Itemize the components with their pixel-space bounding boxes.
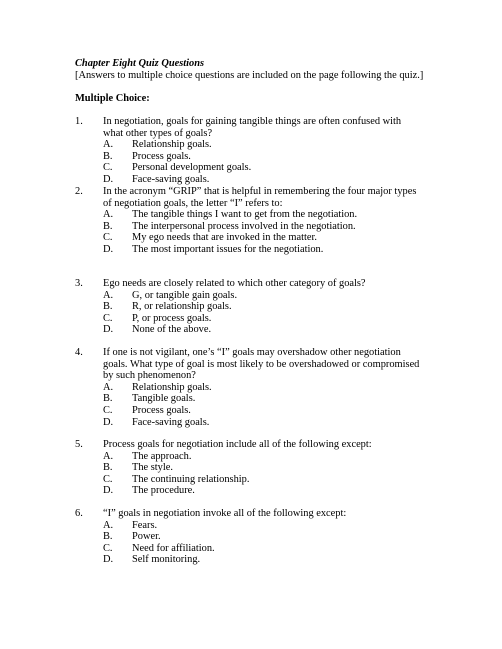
answer-option	[103, 485, 425, 497]
answer-option	[103, 209, 425, 221]
option-text: Relationship goals.	[132, 139, 212, 151]
option-text: My ego needs that are invoked in the matter.	[132, 232, 317, 244]
option-letter: A.	[103, 289, 114, 301]
answer-option	[103, 313, 425, 325]
answer-option	[103, 290, 425, 302]
option-letter: A.	[103, 381, 114, 393]
option-text: R, or relationship goals.	[132, 301, 232, 313]
answer-options	[103, 139, 425, 185]
answer-option	[103, 232, 425, 244]
option-letter: B.	[103, 393, 113, 405]
option-letter: D.	[103, 173, 114, 185]
answer-option	[103, 554, 425, 566]
answer-options	[103, 451, 425, 497]
option-text: None of the above.	[132, 324, 212, 336]
option-text: The approach.	[132, 450, 192, 462]
option-letter: D.	[103, 416, 114, 428]
option-text: G, or tangible gain goals.	[132, 289, 238, 301]
option-text: The procedure.	[132, 485, 195, 497]
answer-option	[103, 474, 425, 486]
option-text: Face-saving goals.	[132, 416, 210, 428]
question-text: Ego needs are closely related to which other category of goals?	[103, 278, 366, 289]
option-text: The tangible things I want to get from the negotiation.	[132, 209, 358, 221]
answer-option	[103, 162, 425, 174]
answer-option	[103, 462, 425, 474]
question-text: “I” goals in negotiation invoke all of the following except:	[103, 508, 347, 519]
option-letter: D.	[103, 554, 114, 566]
option-letter: D.	[103, 485, 114, 497]
option-letter: D.	[103, 324, 114, 336]
option-text: Relationship goals.	[132, 381, 212, 393]
option-text: The continuing relationship.	[132, 473, 250, 485]
option-text: Personal development goals.	[132, 162, 252, 174]
question-item	[75, 278, 425, 336]
question-text: If one is not vigilant, one’s “I” goals may overshadow other negotiation goals. What type of goal is most likely to be overshadowed or compromised by such phenomenon?	[103, 347, 420, 382]
option-text: The style.	[132, 462, 173, 474]
option-letter: B.	[103, 531, 113, 543]
option-text: The interpersonal process involved in the negotiation.	[132, 220, 356, 232]
option-letter: B.	[103, 150, 113, 162]
option-letter: A.	[103, 209, 114, 221]
answer-option	[103, 139, 425, 151]
answers-note: [Answers to multiple choice questions are included on the page following the quiz.]	[75, 70, 424, 81]
answer-option	[103, 405, 425, 417]
question-number: 2.	[75, 186, 83, 197]
option-letter: C.	[103, 542, 113, 554]
option-letter: C.	[103, 312, 113, 324]
question-text: In negotiation, goals for gaining tangible things are often confused with what other types of goals?	[103, 116, 402, 139]
option-letter: B.	[103, 220, 113, 232]
option-letter: B.	[103, 301, 113, 313]
option-letter: C.	[103, 404, 113, 416]
option-letter: A.	[103, 519, 114, 531]
option-letter: C.	[103, 162, 113, 174]
question-number: 1.	[75, 116, 83, 127]
answer-option	[103, 382, 425, 394]
option-text: Need for affiliation.	[132, 542, 215, 554]
option-text: Tangible goals.	[132, 393, 196, 405]
answer-option	[103, 417, 425, 429]
answer-option	[103, 301, 425, 313]
answer-option	[103, 543, 425, 555]
option-letter: D.	[103, 243, 114, 255]
question-text: In the acronym “GRIP” that is helpful in remembering the four major types of negotiation goals, the letter “I” refers to:	[103, 186, 417, 209]
question-item	[75, 508, 425, 566]
option-letter: C.	[103, 232, 113, 244]
answer-options	[103, 520, 425, 566]
option-letter: A.	[103, 139, 114, 151]
option-text: Face-saving goals.	[132, 173, 210, 185]
question-number: 5.	[75, 439, 83, 450]
option-text: Power.	[132, 531, 161, 543]
answer-option	[103, 531, 425, 543]
option-letter: C.	[103, 473, 113, 485]
question-item	[75, 439, 425, 497]
question-item	[75, 116, 425, 186]
option-letter: A.	[103, 450, 114, 462]
option-text: Fears.	[132, 519, 158, 531]
option-text: The most important issues for the negotiation.	[132, 243, 324, 255]
answer-options	[103, 290, 425, 336]
option-text: Process goals.	[132, 150, 191, 162]
question-item	[75, 186, 425, 256]
answer-option	[103, 393, 425, 405]
answer-option	[103, 520, 425, 532]
answer-option	[103, 151, 425, 163]
answer-option	[103, 324, 425, 336]
answer-option	[103, 221, 425, 233]
answer-option	[103, 244, 425, 256]
option-text: Process goals.	[132, 404, 191, 416]
question-number: 6.	[75, 508, 83, 519]
question-number: 4.	[75, 347, 83, 358]
question-item	[75, 347, 425, 428]
option-letter: B.	[103, 462, 113, 474]
answer-option	[103, 451, 425, 463]
answer-option	[103, 174, 425, 186]
section-heading: Multiple Choice:	[75, 93, 150, 104]
question-number: 3.	[75, 278, 83, 289]
document-title: Chapter Eight Quiz Questions	[75, 58, 205, 69]
answer-options	[103, 382, 425, 428]
answer-options	[103, 209, 425, 255]
option-text: P, or process goals.	[132, 312, 212, 324]
option-text: Self monitoring.	[132, 554, 201, 566]
question-text: Process goals for negotiation include all of the following except:	[103, 439, 372, 450]
